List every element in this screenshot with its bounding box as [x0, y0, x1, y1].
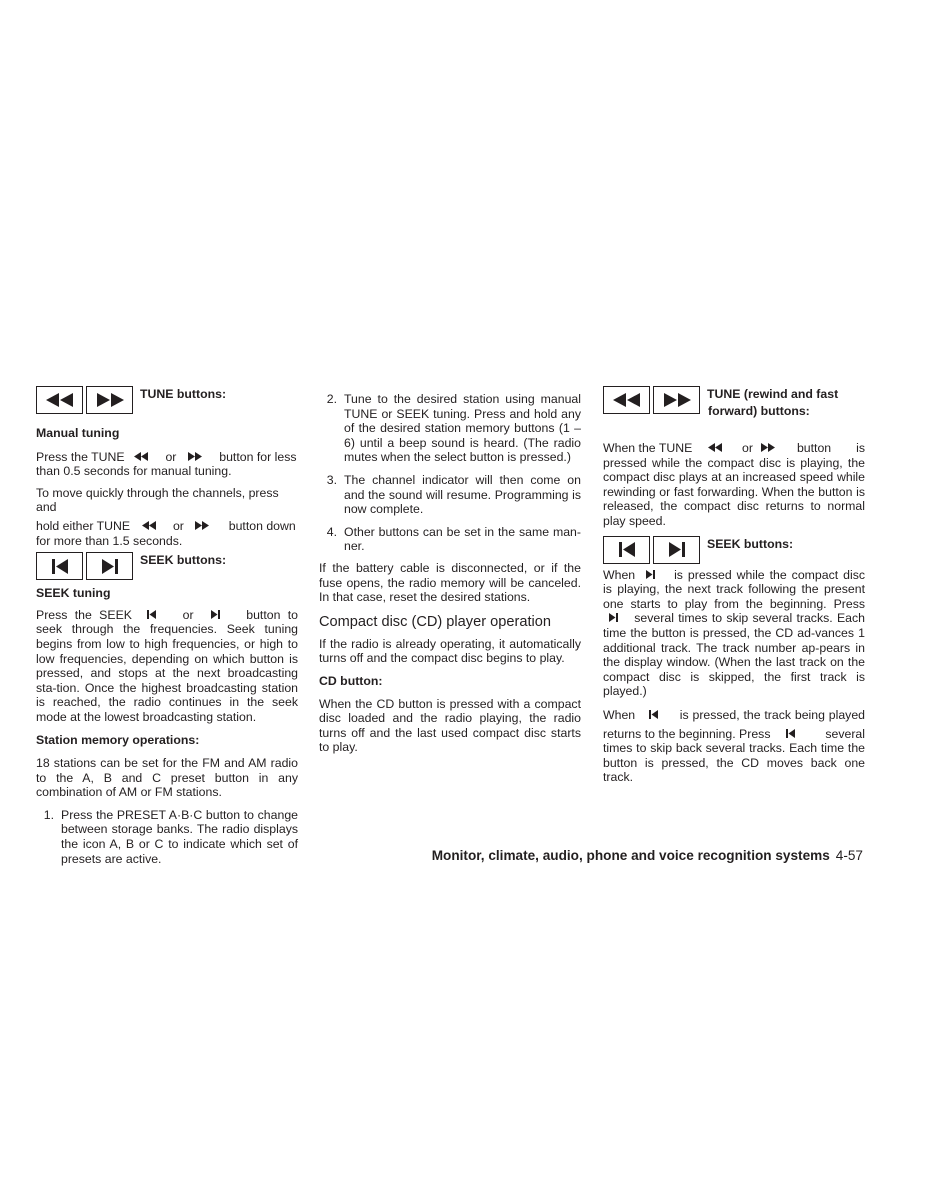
memory-steps-list-continued — [319, 392, 581, 554]
rewind-button-illustration — [603, 386, 650, 414]
seek-tuning-heading: SEEK tuning — [36, 586, 111, 601]
page-footer — [432, 848, 863, 863]
cd-seek-buttons-figure — [603, 536, 865, 568]
rewind-double-triangle-icon — [45, 393, 75, 407]
rewind-inline-icon — [142, 521, 156, 530]
memory-steps-list — [36, 808, 298, 866]
skip-back-inline-icon — [786, 729, 795, 738]
left-column — [36, 386, 298, 866]
middle-column — [319, 392, 581, 755]
rewind-inline-icon — [134, 452, 148, 461]
cd-section-title: Compact disc (CD) player operation — [319, 613, 551, 630]
fast-forward-inline-icon — [195, 521, 209, 530]
right-column — [603, 386, 865, 785]
fast-forward-inline-icon — [188, 452, 202, 461]
fast-forward-button-illustration — [653, 386, 700, 414]
seek-back-button-illustration — [36, 552, 83, 580]
skip-forward-inline-icon — [211, 610, 220, 619]
seek-forward-button-illustration — [653, 536, 700, 564]
footer-section-title: Monitor, climate, audio, phone and voice recognition systems — [431, 848, 830, 863]
seek-buttons-figure — [36, 552, 298, 584]
skip-forward-inline-icon — [646, 570, 655, 579]
fast-forward-double-triangle-icon — [662, 393, 692, 407]
list-item: 3. The channel indicator will then come on and the sound will resume. Programming is now complete. — [326, 472, 581, 517]
skip-back-inline-icon — [147, 610, 156, 619]
cd-intro-paragraph: If the radio is already operating, it automatically turns off and the compact disc begins to play. — [319, 636, 581, 666]
rewind-button-illustration — [36, 386, 83, 414]
seek-buttons-caption: SEEK buttons: — [140, 553, 227, 568]
fast-forward-double-triangle-icon — [95, 393, 125, 407]
fast-forward-button-illustration — [86, 386, 133, 414]
skip-back-inline-icon — [649, 710, 658, 719]
seek-forward-button-illustration — [86, 552, 133, 580]
cd-tune-buttons-figure — [603, 386, 865, 430]
station-memory-heading: Station memory operations: — [36, 732, 200, 747]
manual-tuning-paragraph: Press the TUNE or button for less than 0.5 seconds for manual tuning. — [36, 449, 297, 479]
skip-back-icon — [51, 559, 69, 574]
seek-back-button-illustration — [603, 536, 650, 564]
battery-note-paragraph: If the battery cable is disconnected, or if the fuse opens, the radio memory will be canceled. In that case, reset the desired stations. — [319, 560, 581, 605]
skip-forward-inline-icon — [609, 613, 618, 622]
cd-seek-back-paragraph: When is pressed, the track being played returns to the beginning. Press several times to skip back several tracks. Each time the button is pressed, the CD moves back one track. — [603, 707, 866, 785]
cd-seek-buttons-caption: SEEK buttons: — [707, 536, 794, 551]
station-memory-paragraph: 18 stations can be set for the FM and AM radio to the A, B and C preset button in any combination of AM or FM stations. — [36, 756, 298, 800]
cd-tune-paragraph: When the TUNE or button is pressed while the compact disc is playing, the compact disc plays at an increased speed while rewinding or fast forwarding. When the button is released, the compact disc returns to normal play speed. — [603, 441, 865, 528]
rewind-double-triangle-icon — [612, 393, 642, 407]
tune-buttons-caption: TUNE buttons: — [140, 387, 227, 401]
seek-tuning-paragraph: Press the SEEK or button to seek through the frequencies. Seek tuning begins from low to high frequencies, or high to low frequencies, depending on which button is pressed, and stops at the next broadcasting sta-tion. Once the highest broadcasting station is reached, the radio continues in the seek mode at the lowest broadcasting station. — [36, 607, 298, 724]
cd-button-heading: CD button: — [319, 673, 383, 688]
page-number: 4-57 — [835, 848, 863, 863]
quick-tuning-paragraph: To move quickly through the channels, press and hold either TUNE or button down for more than 1.5 seconds. — [36, 485, 296, 548]
cd-button-paragraph: When the CD button is pressed with a compact disc loaded and the radio playing, the radio turns off and the last used compact disc starts to play. — [319, 696, 581, 755]
fast-forward-inline-icon — [761, 443, 775, 452]
list-item: 1. Press the PRESET A·B·C button to change between storage banks. The radio displays the icon A, B or C to indicate which set of presets are active. — [43, 807, 298, 866]
cd-seek-forward-paragraph: When is pressed while the compact disc is playing, the next track following the present one starts to play from the beginning. Press several times to skip several tracks. Each time the button is pressed, the CD ad-vances 1 additional track. The track number ap-pears in the display window. (When the last track on the compact disc is skipped, the first track is played.) — [603, 567, 865, 699]
manual-tuning-heading: Manual tuning — [36, 426, 120, 440]
skip-forward-icon — [101, 559, 119, 574]
list-item: 4. Other buttons can be set in the same man-ner. — [326, 524, 581, 554]
rewind-inline-icon — [708, 443, 722, 452]
cd-tune-buttons-caption: TUNE (rewind and fast forward) buttons: — [707, 387, 839, 418]
tune-buttons-figure — [36, 386, 298, 418]
skip-back-icon — [618, 542, 636, 557]
list-item: 2. Tune to the desired station using manual TUNE or SEEK tuning. Press and hold any of the desired station memory buttons (1 – 6) until a beep sound is heard. (The radio mutes when the select button is pressed.) — [326, 392, 581, 465]
skip-forward-icon — [668, 542, 686, 557]
